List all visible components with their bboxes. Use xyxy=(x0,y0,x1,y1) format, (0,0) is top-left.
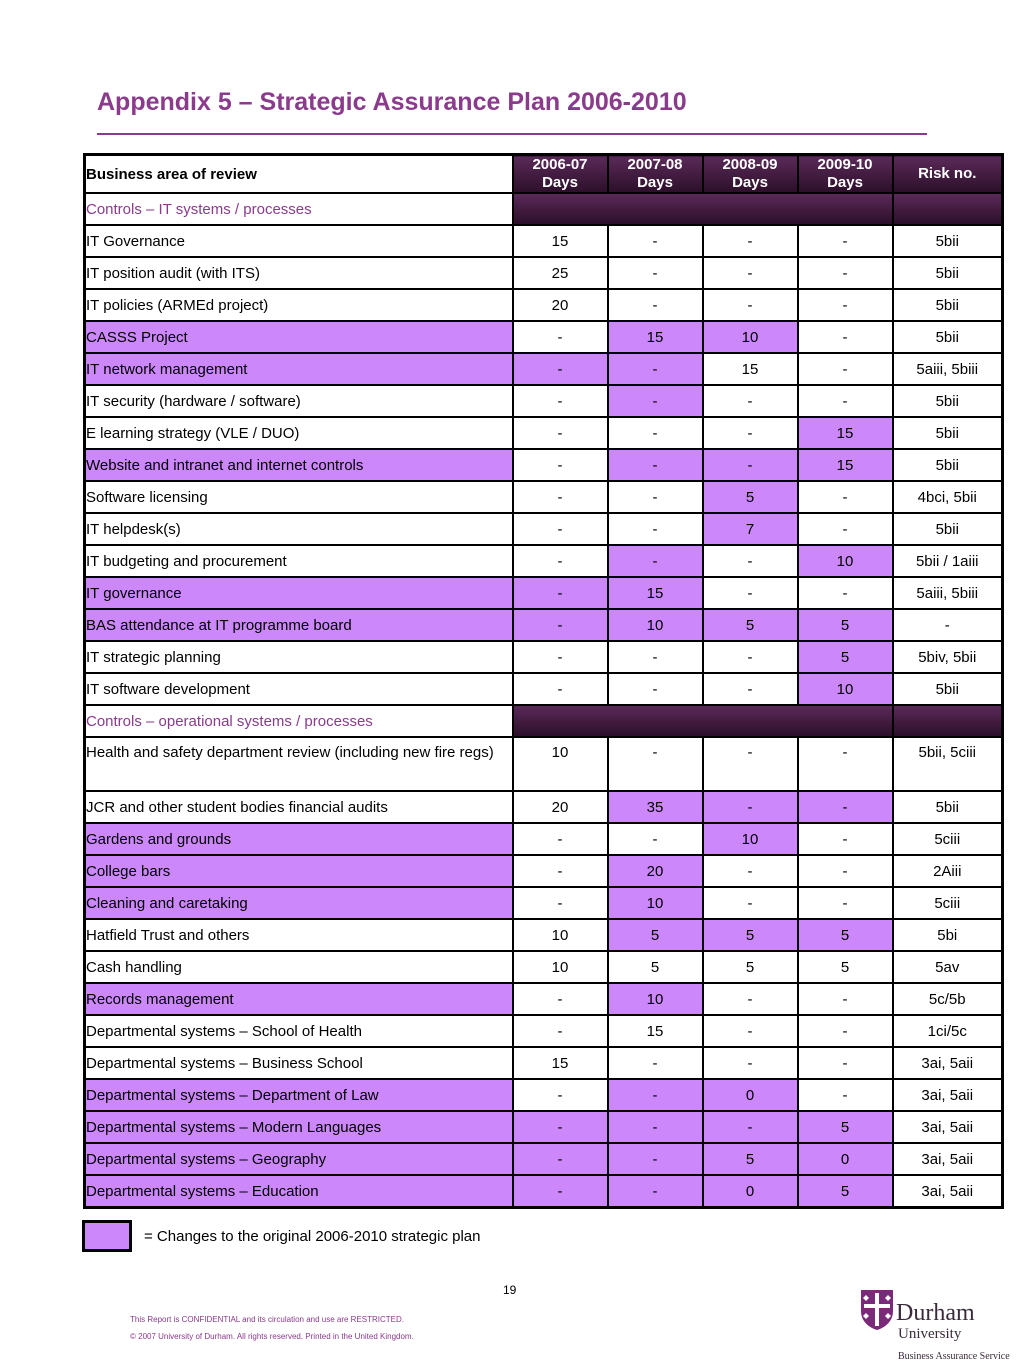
days-2007-08-cell: - xyxy=(608,353,703,385)
risk-no-cell: 5bii xyxy=(893,225,1003,257)
days-2009-10-cell: - xyxy=(798,385,893,417)
days-2006-07-cell: - xyxy=(513,641,608,673)
business-area-cell: Departmental systems – Modern Languages xyxy=(85,1111,513,1143)
business-area-cell: BAS attendance at IT programme board xyxy=(85,609,513,641)
risk-no-cell: 5aiii, 5biii xyxy=(893,353,1003,385)
table-row xyxy=(85,855,1003,887)
logo-subtitle: University xyxy=(898,1326,962,1342)
days-2006-07-cell: 20 xyxy=(513,791,608,823)
days-2007-08-cell: - xyxy=(608,225,703,257)
risk-no-cell: 5ciii xyxy=(893,823,1003,855)
crest-icon xyxy=(860,1289,894,1331)
days-2007-08-cell: - xyxy=(608,545,703,577)
table-row xyxy=(85,609,1003,641)
business-area-cell: Website and intranet and internet controls xyxy=(85,449,513,481)
section-band-risk xyxy=(893,705,1003,737)
days-2008-09-cell: - xyxy=(703,1015,798,1047)
table-row xyxy=(85,737,1003,791)
days-2008-09-cell: - xyxy=(703,1047,798,1079)
table-row xyxy=(85,1143,1003,1175)
days-2008-09-cell: 5 xyxy=(703,481,798,513)
table-row xyxy=(85,919,1003,951)
business-area-cell: Software licensing xyxy=(85,481,513,513)
days-2006-07-cell: - xyxy=(513,609,608,641)
section-band xyxy=(513,193,893,225)
days-2006-07-cell: - xyxy=(513,855,608,887)
days-2009-10-cell: - xyxy=(798,513,893,545)
days-2008-09-cell: - xyxy=(703,257,798,289)
days-2007-08-cell: - xyxy=(608,257,703,289)
days-2006-07-cell: - xyxy=(513,577,608,609)
days-2008-09-cell: 0 xyxy=(703,1079,798,1111)
days-2006-07-cell: - xyxy=(513,385,608,417)
days-2007-08-cell: - xyxy=(608,481,703,513)
days-2007-08-cell: 35 xyxy=(608,791,703,823)
table-row xyxy=(85,449,1003,481)
days-2006-07-cell: - xyxy=(513,1111,608,1143)
days-2006-07-cell: - xyxy=(513,417,608,449)
days-2007-08-cell: 10 xyxy=(608,983,703,1015)
legend-swatch xyxy=(82,1220,132,1252)
table-row xyxy=(85,823,1003,855)
header-business-area: Business area of review xyxy=(85,155,513,194)
days-2007-08-cell: 15 xyxy=(608,577,703,609)
days-2009-10-cell: 5 xyxy=(798,641,893,673)
days-2008-09-cell: 0 xyxy=(703,1175,798,1208)
days-2006-07-cell: 20 xyxy=(513,289,608,321)
days-2006-07-cell: - xyxy=(513,449,608,481)
business-area-cell: Gardens and grounds xyxy=(85,823,513,855)
section-title: Controls – operational systems / processes xyxy=(85,705,513,737)
days-2006-07-cell: - xyxy=(513,321,608,353)
days-2009-10-cell: 15 xyxy=(798,417,893,449)
risk-no-cell: 2Aiii xyxy=(893,855,1003,887)
section-band xyxy=(513,705,893,737)
table-row xyxy=(85,513,1003,545)
table-header-row xyxy=(85,155,1003,194)
days-2006-07-cell: 15 xyxy=(513,225,608,257)
table-row xyxy=(85,791,1003,823)
header-risk-no: Risk no. xyxy=(893,155,1003,194)
days-2008-09-cell: 5 xyxy=(703,1143,798,1175)
footer-confidential-notice: This Report is CONFIDENTIAL and its circulation and use are RESTRICTED. xyxy=(130,1315,405,1324)
risk-no-cell: 5bii xyxy=(893,289,1003,321)
table-row xyxy=(85,887,1003,919)
days-2007-08-cell: - xyxy=(608,385,703,417)
days-2009-10-cell: - xyxy=(798,321,893,353)
table-row xyxy=(85,1175,1003,1208)
business-area-cell: Departmental systems – Department of Law xyxy=(85,1079,513,1111)
risk-no-cell: 5bi xyxy=(893,919,1003,951)
days-2008-09-cell: - xyxy=(703,449,798,481)
table-row xyxy=(85,1047,1003,1079)
title-divider xyxy=(97,133,927,135)
risk-no-cell: 5bii xyxy=(893,417,1003,449)
days-2007-08-cell: - xyxy=(608,1111,703,1143)
days-2006-07-cell: - xyxy=(513,513,608,545)
business-area-cell: Departmental systems – Geography xyxy=(85,1143,513,1175)
days-2008-09-cell: - xyxy=(703,417,798,449)
logo-department: Business Assurance Service xyxy=(898,1351,1010,1362)
days-2009-10-cell: - xyxy=(798,1015,893,1047)
days-2006-07-cell: - xyxy=(513,1175,608,1208)
days-2009-10-cell: - xyxy=(798,577,893,609)
days-2008-09-cell: - xyxy=(703,737,798,791)
risk-no-cell: 5bii xyxy=(893,385,1003,417)
table-row xyxy=(85,951,1003,983)
days-2007-08-cell: - xyxy=(608,289,703,321)
header-2009-10: 2009-10 Days xyxy=(798,155,893,194)
days-2008-09-cell: 10 xyxy=(703,321,798,353)
days-2006-07-cell: 25 xyxy=(513,257,608,289)
business-area-cell: Departmental systems – Education xyxy=(85,1175,513,1208)
business-area-cell: Cash handling xyxy=(85,951,513,983)
days-2008-09-cell: - xyxy=(703,289,798,321)
days-2009-10-cell: - xyxy=(798,737,893,791)
days-2008-09-cell: 5 xyxy=(703,919,798,951)
days-2009-10-cell: - xyxy=(798,855,893,887)
days-2007-08-cell: - xyxy=(608,417,703,449)
days-2009-10-cell: - xyxy=(798,823,893,855)
header-2008-09: 2008-09 Days xyxy=(703,155,798,194)
table-row xyxy=(85,289,1003,321)
days-2009-10-cell: 5 xyxy=(798,1175,893,1208)
risk-no-cell: 5bii xyxy=(893,257,1003,289)
days-2009-10-cell: 10 xyxy=(798,673,893,705)
table-row xyxy=(85,225,1003,257)
days-2008-09-cell: - xyxy=(703,577,798,609)
days-2006-07-cell: 10 xyxy=(513,919,608,951)
days-2009-10-cell: 5 xyxy=(798,951,893,983)
days-2007-08-cell: - xyxy=(608,673,703,705)
days-2009-10-cell: 15 xyxy=(798,449,893,481)
business-area-cell: JCR and other student bodies financial audits xyxy=(85,791,513,823)
page-number: 19 xyxy=(503,1283,517,1297)
business-area-cell: Departmental systems – School of Health xyxy=(85,1015,513,1047)
table-row xyxy=(85,1079,1003,1111)
days-2009-10-cell: - xyxy=(798,887,893,919)
business-area-cell: E learning strategy (VLE / DUO) xyxy=(85,417,513,449)
table-row xyxy=(85,1111,1003,1143)
table-row xyxy=(85,417,1003,449)
days-2006-07-cell: - xyxy=(513,353,608,385)
risk-no-cell: 5bii, 5ciii xyxy=(893,737,1003,791)
days-2008-09-cell: - xyxy=(703,385,798,417)
risk-no-cell: 5c/5b xyxy=(893,983,1003,1015)
days-2008-09-cell: 7 xyxy=(703,513,798,545)
days-2009-10-cell: - xyxy=(798,791,893,823)
business-area-cell: IT software development xyxy=(85,673,513,705)
risk-no-cell: 5ciii xyxy=(893,887,1003,919)
table-row xyxy=(85,983,1003,1015)
header-2007-08: 2007-08 Days xyxy=(608,155,703,194)
days-2008-09-cell: 10 xyxy=(703,823,798,855)
section-header-row xyxy=(85,193,1003,225)
risk-no-cell: 5biv, 5bii xyxy=(893,641,1003,673)
business-area-cell: Records management xyxy=(85,983,513,1015)
days-2006-07-cell: - xyxy=(513,1143,608,1175)
days-2006-07-cell: 15 xyxy=(513,1047,608,1079)
days-2008-09-cell: 15 xyxy=(703,353,798,385)
risk-no-cell: 5bii xyxy=(893,449,1003,481)
table-row xyxy=(85,545,1003,577)
days-2009-10-cell: - xyxy=(798,289,893,321)
business-area-cell: Hatfield Trust and others xyxy=(85,919,513,951)
days-2007-08-cell: - xyxy=(608,641,703,673)
days-2009-10-cell: 0 xyxy=(798,1143,893,1175)
days-2007-08-cell: - xyxy=(608,737,703,791)
days-2007-08-cell: - xyxy=(608,1047,703,1079)
days-2009-10-cell: - xyxy=(798,257,893,289)
business-area-cell: IT policies (ARMEd project) xyxy=(85,289,513,321)
days-2008-09-cell: - xyxy=(703,545,798,577)
risk-no-cell: - xyxy=(893,609,1003,641)
footer-copyright: © 2007 University of Durham. All rights reserved. Printed in the United Kingdom. xyxy=(130,1332,414,1341)
days-2009-10-cell: - xyxy=(798,1047,893,1079)
days-2009-10-cell: - xyxy=(798,353,893,385)
business-area-cell: CASSS Project xyxy=(85,321,513,353)
days-2006-07-cell: - xyxy=(513,545,608,577)
risk-no-cell: 3ai, 5aii xyxy=(893,1047,1003,1079)
days-2007-08-cell: - xyxy=(608,1175,703,1208)
page-title: Appendix 5 – Strategic Assurance Plan 2006-2010 xyxy=(97,88,687,116)
assurance-plan-table xyxy=(83,153,1004,1209)
days-2007-08-cell: - xyxy=(608,449,703,481)
risk-no-cell: 5bii xyxy=(893,513,1003,545)
days-2006-07-cell: - xyxy=(513,673,608,705)
section-header-row xyxy=(85,705,1003,737)
business-area-cell: IT helpdesk(s) xyxy=(85,513,513,545)
days-2008-09-cell: - xyxy=(703,791,798,823)
legend-text: = Changes to the original 2006-2010 strategic plan xyxy=(144,1228,481,1245)
table-row xyxy=(85,673,1003,705)
business-area-cell: Departmental systems – Business School xyxy=(85,1047,513,1079)
days-2007-08-cell: - xyxy=(608,823,703,855)
business-area-cell: IT position audit (with ITS) xyxy=(85,257,513,289)
days-2009-10-cell: 5 xyxy=(798,919,893,951)
days-2008-09-cell: - xyxy=(703,855,798,887)
business-area-cell: Health and safety department review (including new fire regs) xyxy=(85,737,513,791)
days-2008-09-cell: - xyxy=(703,673,798,705)
days-2007-08-cell: 5 xyxy=(608,919,703,951)
risk-no-cell: 5av xyxy=(893,951,1003,983)
table-row xyxy=(85,577,1003,609)
table-row xyxy=(85,641,1003,673)
logo-name: Durham xyxy=(896,1300,975,1326)
business-area-cell: IT governance xyxy=(85,577,513,609)
risk-no-cell: 3ai, 5aii xyxy=(893,1111,1003,1143)
business-area-cell: IT Governance xyxy=(85,225,513,257)
risk-no-cell: 5bii / 1aiii xyxy=(893,545,1003,577)
days-2006-07-cell: 10 xyxy=(513,737,608,791)
days-2006-07-cell: - xyxy=(513,1079,608,1111)
days-2006-07-cell: - xyxy=(513,1015,608,1047)
business-area-cell: IT budgeting and procurement xyxy=(85,545,513,577)
days-2007-08-cell: - xyxy=(608,1143,703,1175)
days-2007-08-cell: 5 xyxy=(608,951,703,983)
days-2006-07-cell: - xyxy=(513,887,608,919)
days-2007-08-cell: 10 xyxy=(608,609,703,641)
days-2008-09-cell: - xyxy=(703,1111,798,1143)
durham-university-logo xyxy=(858,1288,1018,1365)
days-2007-08-cell: 20 xyxy=(608,855,703,887)
days-2009-10-cell: - xyxy=(798,225,893,257)
business-area-cell: IT security (hardware / software) xyxy=(85,385,513,417)
table-row xyxy=(85,1015,1003,1047)
risk-no-cell: 1ci/5c xyxy=(893,1015,1003,1047)
days-2008-09-cell: - xyxy=(703,641,798,673)
days-2009-10-cell: - xyxy=(798,983,893,1015)
days-2006-07-cell: 10 xyxy=(513,951,608,983)
days-2008-09-cell: 5 xyxy=(703,609,798,641)
business-area-cell: College bars xyxy=(85,855,513,887)
risk-no-cell: 3ai, 5aii xyxy=(893,1175,1003,1208)
days-2008-09-cell: - xyxy=(703,887,798,919)
header-2006-07: 2006-07 Days xyxy=(513,155,608,194)
days-2009-10-cell: - xyxy=(798,481,893,513)
business-area-cell: IT strategic planning xyxy=(85,641,513,673)
table-row xyxy=(85,385,1003,417)
days-2008-09-cell: - xyxy=(703,983,798,1015)
days-2006-07-cell: - xyxy=(513,823,608,855)
days-2008-09-cell: 5 xyxy=(703,951,798,983)
section-band-risk xyxy=(893,193,1003,225)
section-title: Controls – IT systems / processes xyxy=(85,193,513,225)
days-2009-10-cell: 5 xyxy=(798,1111,893,1143)
risk-no-cell: 3ai, 5aii xyxy=(893,1079,1003,1111)
table-row xyxy=(85,353,1003,385)
risk-no-cell: 3ai, 5aii xyxy=(893,1143,1003,1175)
table-row xyxy=(85,481,1003,513)
risk-no-cell: 5bii xyxy=(893,321,1003,353)
business-area-cell: IT network management xyxy=(85,353,513,385)
days-2006-07-cell: - xyxy=(513,481,608,513)
risk-no-cell: 5bii xyxy=(893,673,1003,705)
table-row xyxy=(85,321,1003,353)
days-2007-08-cell: - xyxy=(608,513,703,545)
risk-no-cell: 5aiii, 5biii xyxy=(893,577,1003,609)
days-2008-09-cell: - xyxy=(703,225,798,257)
days-2007-08-cell: - xyxy=(608,1079,703,1111)
business-area-cell: Cleaning and caretaking xyxy=(85,887,513,919)
days-2007-08-cell: 10 xyxy=(608,887,703,919)
days-2009-10-cell: 10 xyxy=(798,545,893,577)
table-row xyxy=(85,257,1003,289)
days-2009-10-cell: 5 xyxy=(798,609,893,641)
risk-no-cell: 4bci, 5bii xyxy=(893,481,1003,513)
days-2007-08-cell: 15 xyxy=(608,1015,703,1047)
risk-no-cell: 5bii xyxy=(893,791,1003,823)
days-2009-10-cell: - xyxy=(798,1079,893,1111)
days-2007-08-cell: 15 xyxy=(608,321,703,353)
days-2006-07-cell: - xyxy=(513,983,608,1015)
